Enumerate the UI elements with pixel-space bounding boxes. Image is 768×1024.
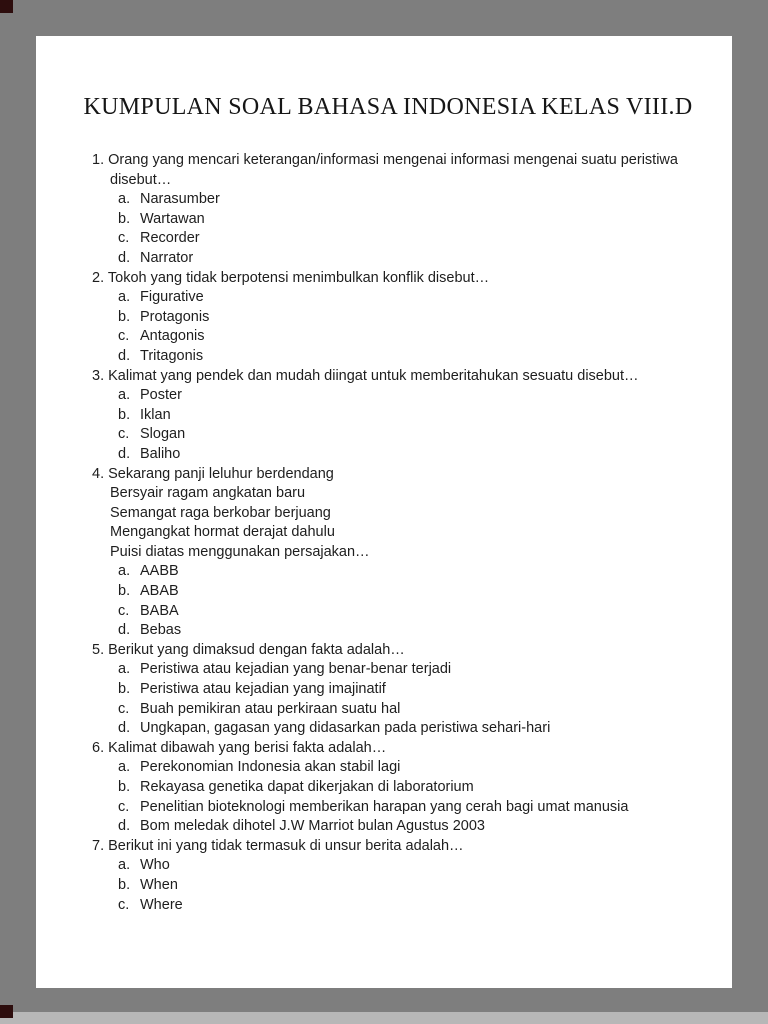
question-number: 1. [92, 152, 105, 168]
option-text: Perekonomian Indonesia akan stabil lagi [140, 759, 401, 776]
question-item [92, 739, 684, 837]
option-letter: a. [118, 661, 131, 678]
option-letter: c. [118, 700, 130, 717]
question-extra-line: Puisi diatas menggunakan persajakan… [110, 543, 370, 560]
option-text: Recorder [140, 230, 200, 247]
option-letter: c. [118, 328, 130, 345]
question-line [92, 151, 684, 190]
option-item [92, 347, 684, 367]
question-text: Tokoh yang tidak berpotensi menimbulkan konflik disebut… [107, 269, 490, 286]
option-text: Where [140, 896, 183, 913]
option-item [92, 308, 684, 328]
option-letter: d. [118, 720, 131, 737]
option-item [92, 249, 684, 269]
question-list [92, 151, 684, 915]
option-letter: b. [118, 406, 131, 423]
option-item [92, 406, 684, 426]
option-item [92, 190, 684, 210]
question-line [92, 641, 684, 661]
option-text: Wartawan [140, 210, 205, 227]
option-letter: a. [118, 191, 131, 208]
option-letter: b. [118, 779, 131, 795]
option-text: Narasumber [140, 191, 220, 208]
option-text: Who [140, 857, 170, 874]
option-letter: b. [118, 876, 131, 893]
option-text: Narrator [140, 249, 194, 266]
option-text: Tritagonis [140, 347, 204, 364]
option-letter: c. [118, 798, 130, 815]
question-item [92, 465, 684, 641]
option-letter: c. [118, 602, 130, 619]
question-text: Sekarang panji leluhur berdendang [108, 465, 334, 482]
option-letter: b. [118, 210, 131, 227]
question-number: 4. [92, 465, 105, 482]
option-text: ABAB [140, 583, 179, 600]
option-text: Baliho [140, 445, 181, 462]
option-item [92, 680, 684, 700]
question-number: 6. [92, 739, 105, 756]
option-text: Bebas [140, 622, 182, 639]
page-title: KUMPULAN SOAL BAHASA INDONESIA KELAS VIII.D [83, 94, 693, 120]
option-letter: c. [118, 896, 130, 913]
question-text: Berikut yang dimaksud dengan fakta adalah… [108, 641, 405, 658]
question-extra-line: Mengangkat hormat derajat dahulu [110, 524, 335, 541]
option-item [92, 327, 684, 347]
option-text: AABB [140, 563, 179, 580]
option-text: Antagonis [140, 328, 205, 345]
option-letter: a. [118, 387, 131, 404]
option-item [92, 582, 684, 602]
option-letter: c. [118, 426, 130, 443]
option-letter: a. [118, 289, 131, 306]
option-text: Bom meledak dihotel J.W Marriot bulan Agustus 2003 [140, 818, 485, 835]
option-item [92, 856, 684, 876]
option-letter: a. [118, 759, 131, 776]
option-item [92, 386, 684, 406]
option-item [92, 660, 684, 680]
option-text: Figurative [140, 289, 204, 306]
option-text: Protagonis [140, 308, 210, 325]
option-text: Ungkapan, gagasan yang didasarkan pada peristiwa sehari-hari [140, 720, 551, 737]
corner-artifact-top-left [0, 0, 13, 13]
option-text: Slogan [140, 426, 186, 443]
option-item [92, 700, 684, 720]
option-item [92, 798, 684, 818]
question-item [92, 269, 684, 367]
question-text: Kalimat yang pendek dan mudah diingat untuk memberitahukan sesuatu disebut… [108, 367, 639, 384]
option-item [92, 896, 684, 916]
option-letter: d. [118, 818, 131, 835]
option-item [92, 288, 684, 308]
option-item [92, 758, 684, 778]
option-letter: a. [118, 563, 131, 580]
question-line [92, 837, 684, 857]
option-letter: a. [118, 857, 131, 874]
question-item [92, 641, 684, 739]
option-item [92, 602, 684, 622]
option-item [92, 719, 684, 739]
question-number: 7. [92, 837, 105, 854]
question-extra-line: Bersyair ragam angkatan baru [110, 485, 306, 502]
option-item [92, 562, 684, 582]
document-page [36, 36, 732, 988]
option-letter: d. [118, 249, 131, 266]
option-item [92, 210, 684, 230]
question-number: 2. [92, 269, 105, 286]
question-text: Kalimat dibawah yang berisi fakta adalah… [108, 739, 387, 756]
option-text: When [140, 876, 178, 893]
question-line [92, 269, 684, 289]
option-item [92, 425, 684, 445]
option-text: Peristiwa atau kejadian yang imajinatif [140, 681, 386, 698]
page-edge-band [0, 1012, 768, 1024]
option-text: Buah pemikiran atau perkiraan suatu hal [140, 700, 401, 717]
option-item [92, 817, 684, 837]
option-text: Iklan [140, 406, 171, 423]
question-extra-line: Semangat raga berkobar berjuang [110, 504, 331, 521]
option-item [92, 778, 684, 798]
option-text: BABA [140, 602, 179, 619]
question-line [92, 465, 684, 485]
option-item [92, 229, 684, 249]
option-letter: d. [118, 347, 131, 364]
question-number: 5. [92, 641, 105, 658]
corner-artifact-bottom-left [0, 1005, 13, 1018]
option-letter: b. [118, 308, 131, 325]
option-letter: b. [118, 583, 131, 600]
option-letter: d. [118, 445, 131, 462]
question-text: Orang yang mencari keterangan/informasi mengenai informasi mengenai suatu peristiwa disebut… [108, 152, 678, 188]
option-text: Rekayasa genetika dapat dikerjakan di laboratorium [140, 779, 474, 795]
question-number: 3. [92, 367, 105, 384]
option-letter: c. [118, 230, 130, 247]
option-text: Poster [140, 387, 182, 404]
question-item [92, 367, 684, 465]
option-letter: b. [118, 681, 131, 698]
option-item [92, 621, 684, 641]
option-letter: d. [118, 622, 131, 639]
question-text: Berikut ini yang tidak termasuk di unsur berita adalah… [108, 837, 464, 854]
option-item [92, 876, 684, 896]
option-item [92, 445, 684, 465]
question-item [92, 837, 684, 915]
question-line [92, 739, 684, 759]
question-line [92, 367, 684, 387]
option-text: Penelitian bioteknologi memberikan harapan yang cerah bagi umat manusia [140, 798, 629, 815]
option-text: Peristiwa atau kejadian yang benar-benar terjadi [140, 661, 452, 678]
question-item [92, 151, 684, 269]
